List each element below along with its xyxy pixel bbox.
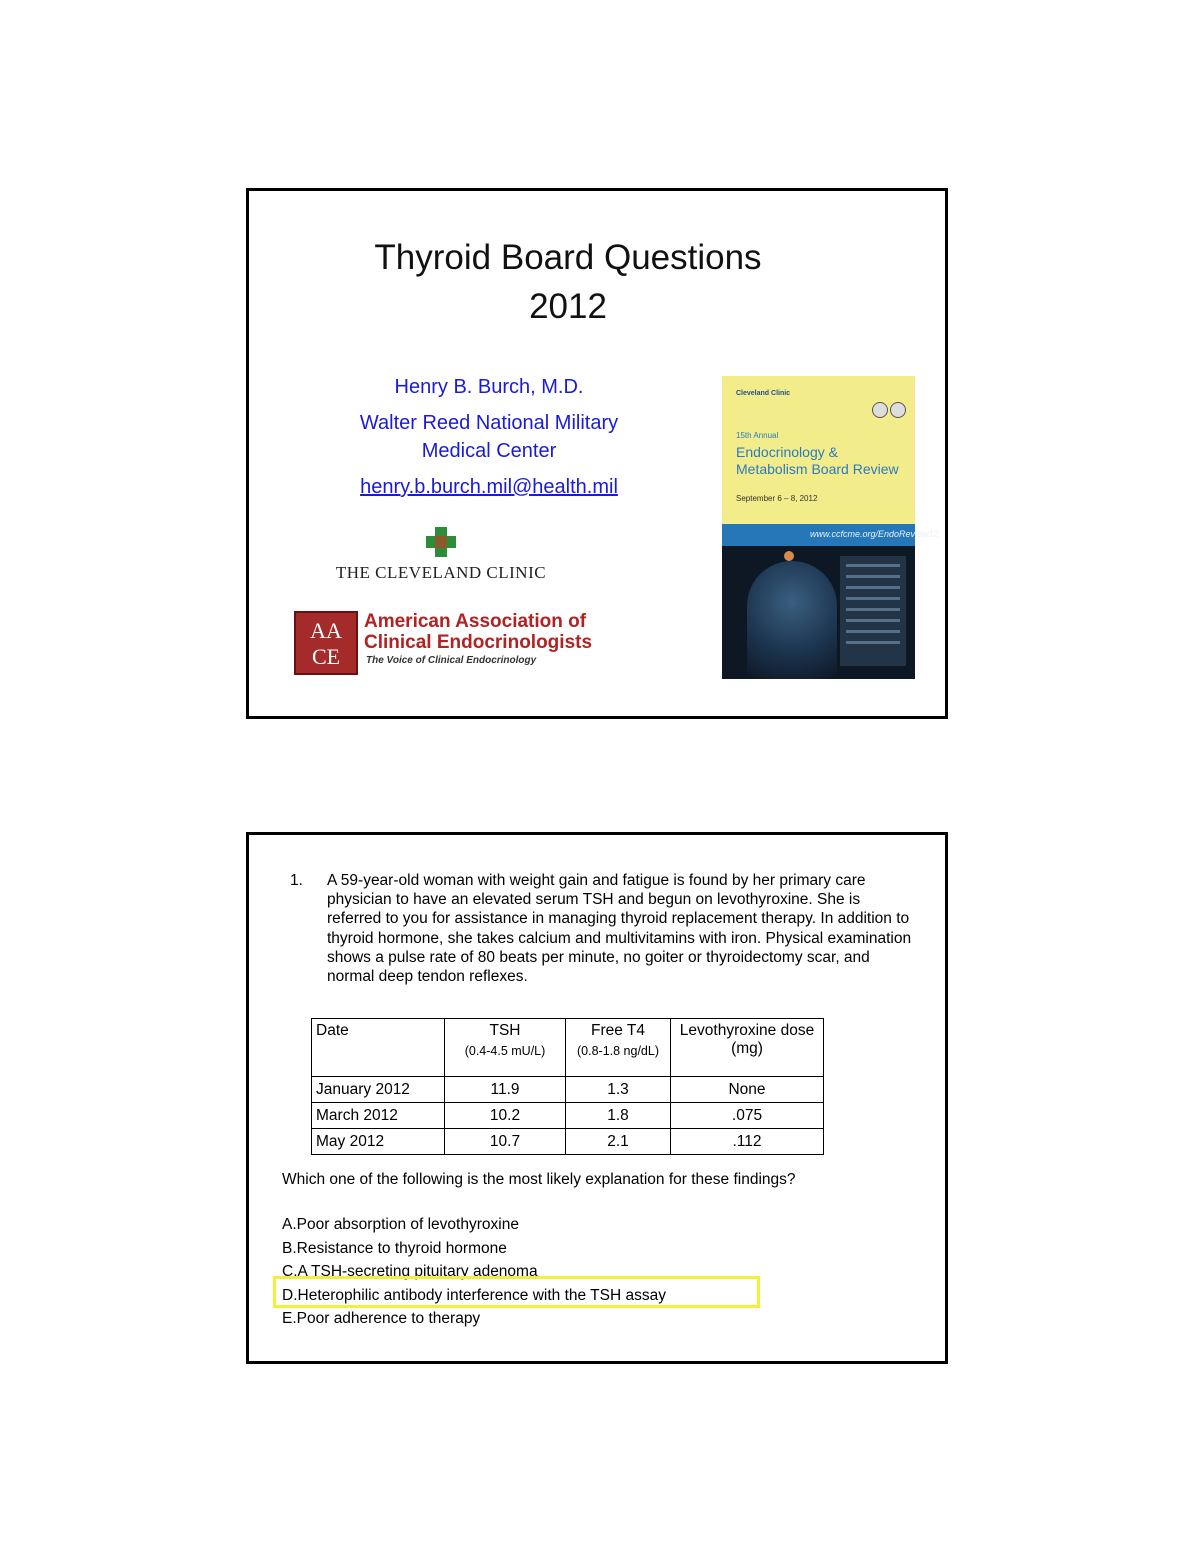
slide-title [246, 188, 948, 719]
slide-title-heading [249, 233, 887, 331]
table-row [312, 1129, 824, 1155]
slide-question [246, 832, 948, 1364]
table-cell: 1.8 [566, 1103, 671, 1129]
brochure-edition: 15th Annual [736, 431, 779, 440]
table-cell: .112 [671, 1129, 824, 1155]
table-header: Date [312, 1019, 445, 1077]
choice-e[interactable]: E.Poor adherence to therapy [282, 1310, 481, 1327]
choice-c[interactable]: C.A TSH-secreting pituitary adenoma [282, 1263, 538, 1280]
table-cell: January 2012 [312, 1077, 445, 1103]
author-name: Henry B. Burch, M.D. [394, 376, 584, 398]
question-text: A 59-year-old woman with weight gain and fatigue is found by her primary care physician to have an elevated serum TSH and begun on levothyroxine. She is referred to you for assistance in managing thyroid replacement therapy. In addition to thyroid hormone, she takes calcium and multivitamins with iron. Physical examination shows a pulse rate of 80 beats per minute, no goiter or thyroidectomy scar, and normal deep tendon reflexes. [327, 872, 912, 986]
institution-line-2: Medical Center [421, 440, 557, 462]
table-cell: .075 [671, 1103, 824, 1129]
table-header: TSH (0.4-4.5 mU/L) [445, 1019, 566, 1077]
head-illustration [747, 561, 837, 679]
aace-name-line-2: Clinical Endocrinologists [364, 632, 593, 653]
table-header: Levothyroxine dose (mg) [671, 1019, 824, 1077]
cleveland-clinic-mark-icon [426, 527, 456, 557]
table-cell: 1.3 [566, 1077, 671, 1103]
cleveland-clinic-text: THE CLEVELAND CLINIC [335, 563, 547, 582]
lab-results-table [311, 1018, 824, 1155]
answer-choices [282, 1213, 666, 1331]
table-row [312, 1103, 824, 1129]
table-header: Free T4 (0.8-1.8 ng/dL) [566, 1019, 671, 1077]
brochure-side-panel [840, 556, 906, 666]
aace-name [364, 611, 592, 653]
question-stem [282, 871, 912, 986]
table-cell: None [671, 1077, 824, 1103]
table-row [312, 1077, 824, 1103]
question-number: 1. [290, 872, 303, 889]
table-cell: 10.2 [445, 1103, 566, 1129]
title-line-1: Thyroid Board Questions [374, 238, 762, 277]
table-cell: 10.7 [445, 1129, 566, 1155]
brochure-title: Endocrinology & Metabolism Board Review [736, 444, 899, 477]
answer-highlight-box [273, 1276, 760, 1308]
question-prompt: Which one of the following is the most likely explanation for these findings? [282, 1171, 796, 1188]
choice-b[interactable]: B.Resistance to thyroid hormone [282, 1239, 507, 1257]
brochure-org: Cleveland Clinic [736, 390, 791, 397]
seal-icon [872, 402, 888, 418]
choice-a[interactable]: A.Poor absorption of levothyroxine [282, 1216, 519, 1233]
seal-icon [890, 402, 906, 418]
cleveland-clinic-logo [321, 527, 561, 583]
table-cell: 2.1 [566, 1129, 671, 1155]
author-block [309, 373, 669, 501]
brochure-dates: September 6 – 8, 2012 [736, 494, 818, 503]
aace-tagline: The Voice of Clinical Endocrinology [366, 655, 537, 666]
board-review-brochure-image [722, 376, 939, 679]
brochure-url: www.ccfcme.org/EndoReview12 [810, 529, 939, 539]
gland-illustration [784, 551, 794, 561]
table-cell: March 2012 [312, 1103, 445, 1129]
choice-d[interactable]: D.Heterophilic antibody interference with the TSH assay [282, 1286, 666, 1304]
table-header-row [312, 1019, 824, 1077]
aace-name-line-1: American Association of [364, 611, 587, 632]
table-cell: 11.9 [445, 1077, 566, 1103]
aace-mark-icon: AA CE [294, 611, 358, 675]
institution-line-1: Walter Reed National Military [359, 412, 619, 434]
aace-logo [294, 611, 639, 681]
email-link[interactable]: henry.b.burch.mil@health.mil [360, 476, 618, 498]
title-line-2: 2012 [529, 287, 607, 326]
table-cell: May 2012 [312, 1129, 445, 1155]
